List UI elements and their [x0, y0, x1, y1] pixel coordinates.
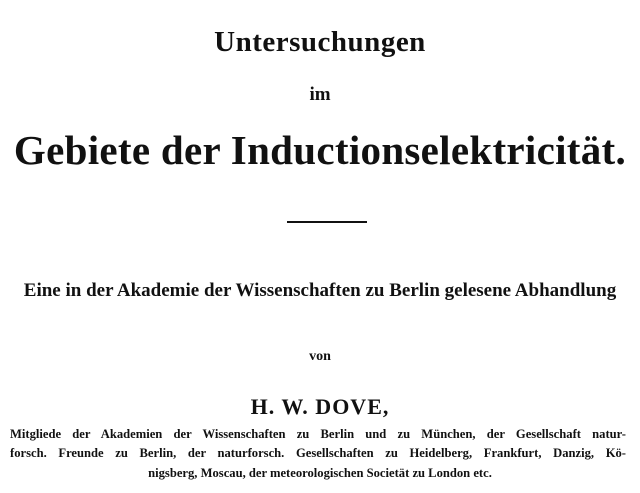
author-name: H. W. DOVE,	[250, 394, 390, 419]
affiliation-line-1: Mitgliede der Akademien der Wissenschaften zu Berlin und zu München, der Gesellschaft natur-	[10, 427, 626, 441]
affiliation-line-3: nigsberg, Moscau, der meteorologischen Societät zu London etc.	[148, 466, 492, 480]
affiliation-line-2: forsch. Freunde zu Berlin, der naturforsch. Gesellschaften zu Heidelberg, Frankfurt, Danzig, Kö-	[10, 446, 626, 460]
by-label: von	[309, 349, 331, 364]
title-line-1: Untersuchungen	[214, 26, 426, 58]
subtitle: Eine in der Akademie der Wissenschaften zu Berlin gelesene Abhandlung	[23, 280, 617, 301]
title-line-3: Gebiete der Inductionselektricität.	[13, 127, 627, 173]
title-divider	[287, 221, 367, 223]
title-line-2: im	[309, 84, 331, 105]
